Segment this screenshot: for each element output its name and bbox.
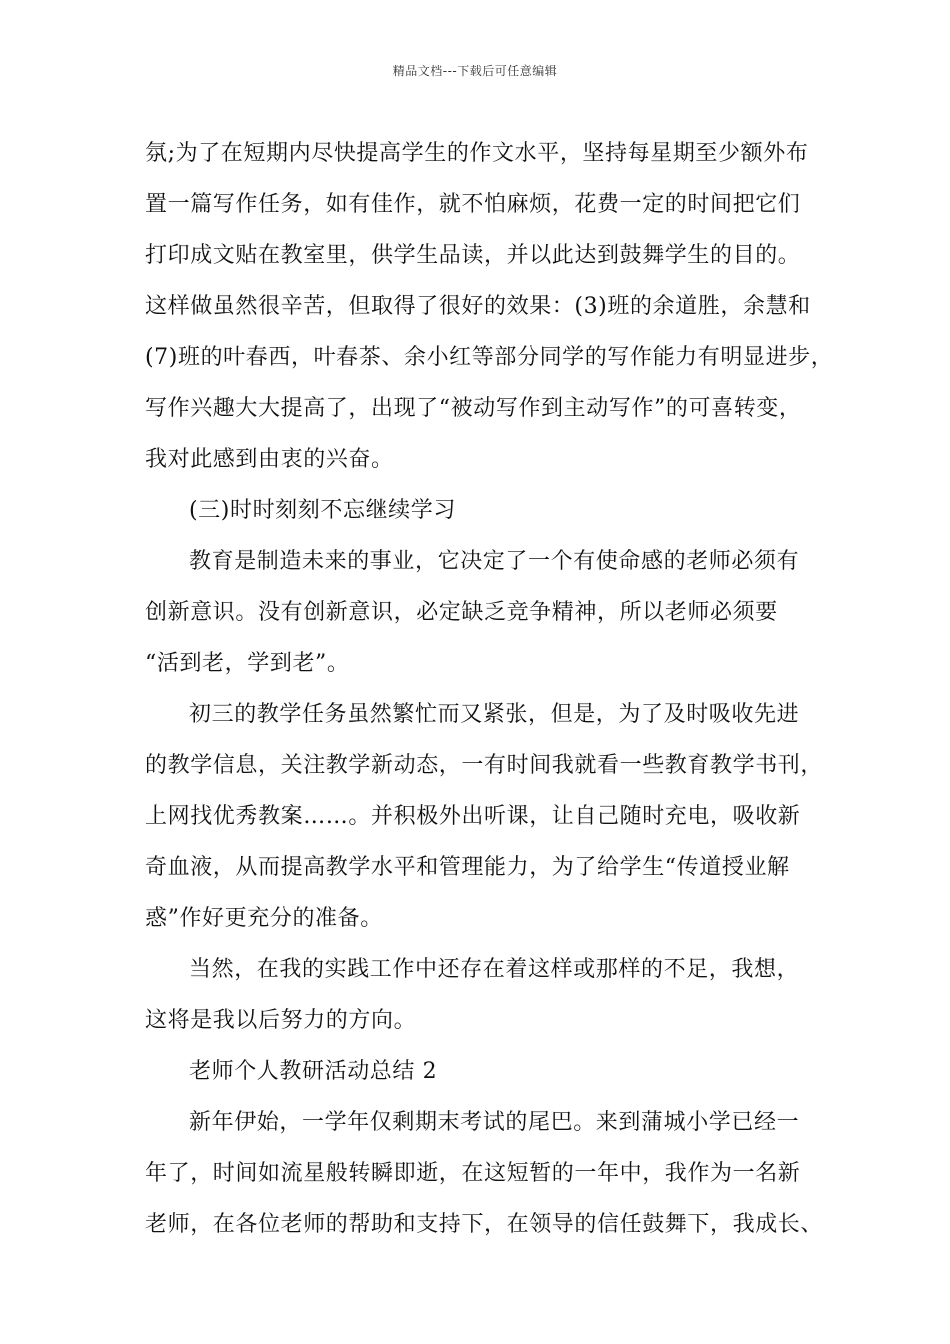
text-line: 惑”作好更充分的准备。 xyxy=(145,906,383,931)
text-line: “活到老，学到老”。 xyxy=(145,651,350,676)
text-line: 的教学信息，关注教学新动态，一有时间我就看一些教育教学书刊， xyxy=(145,753,824,778)
text-line: (7)班的叶春西，叶春茶、余小红等部分同学的写作能力有明显进步， xyxy=(145,345,834,370)
article-title: 老师个人教研活动总结 2 xyxy=(189,1059,438,1084)
text-line: 我对此感到由衷的兴奋。 xyxy=(145,447,394,472)
paragraph-start: 新年伊始，一学年仅剩期末考试的尾巴。来到蒲城小学已经一 xyxy=(189,1110,800,1135)
text-line: 打印成文贴在教室里，供学生品读，并以此达到鼓舞学生的目的。 xyxy=(145,243,801,268)
text-line: 写作兴趣大大提高了，出现了“被动写作到主动写作”的可喜转变， xyxy=(145,396,802,421)
paragraph-start: 教育是制造未来的事业，它决定了一个有使命感的老师必须有 xyxy=(189,549,800,574)
text-line: 老师，在各位老师的帮助和支持下，在领导的信任鼓舞下，我成长、 xyxy=(145,1212,824,1237)
text-line: 氛;为了在短期内尽快提高学生的作文水平，坚持每星期至少额外布 xyxy=(145,141,809,166)
text-line: 上网找优秀教案……。并积极外出听课，让自己随时充电，吸收新 xyxy=(145,804,801,829)
text-line: 这将是我以后努力的方向。 xyxy=(145,1008,417,1033)
page-header: 精品文档---下载后可任意编辑 xyxy=(392,64,558,78)
text-line: 创新意识。没有创新意识，必定缺乏竞争精神，所以老师必须要 xyxy=(145,600,778,625)
paragraph-start: 当然，在我的实践工作中还存在着这样或那样的不足，我想， xyxy=(189,957,800,982)
text-line: 奇血液，从而提高教学水平和管理能力，为了给学生“传道授业解 xyxy=(145,855,790,880)
text-line: 年了，时间如流星般转瞬即逝，在这短暂的一年中，我作为一名新 xyxy=(145,1161,801,1186)
document-body xyxy=(145,128,835,1250)
paragraph-start: 初三的教学任务虽然繁忙而又紧张，但是，为了及时吸收先进 xyxy=(189,702,800,727)
section-heading: (三)时时刻刻不忘继续学习 xyxy=(189,498,456,523)
text-line: 这样做虽然很辛苦，但取得了很好的效果：(3)班的余道胜，余慧和 xyxy=(145,294,811,319)
text-line: 置一篇写作任务，如有佳作，就不怕麻烦，花费一定的时间把它们 xyxy=(145,192,801,217)
